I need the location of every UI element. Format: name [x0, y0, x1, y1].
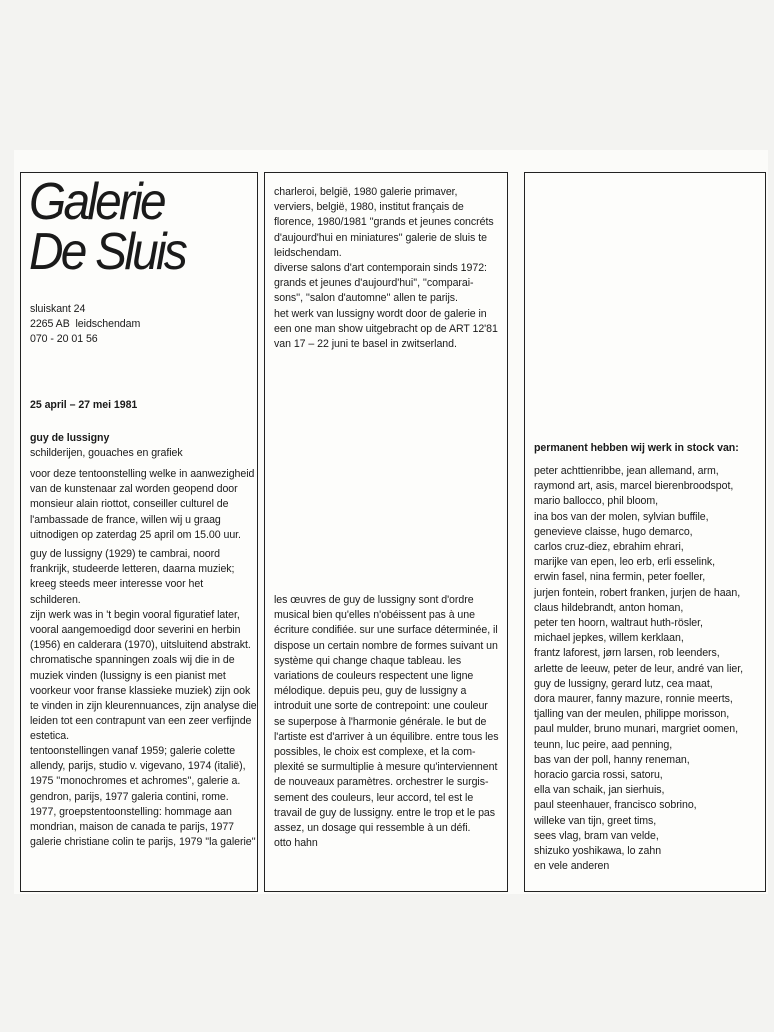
- panel-right: [524, 172, 766, 892]
- panel-middle: [264, 172, 508, 892]
- exhibition-subtitle: schilderijen, gouaches en grafiek: [30, 447, 183, 459]
- stock-heading: permanent hebben wij werk in stock van:: [534, 442, 739, 454]
- gallery-address: sluiskant 24 2265 AB leidschendam 070 - 20 01 56: [30, 303, 141, 346]
- exhibition-history: tentoonstellingen vanaf 1959; galerie colette allendy, parijs, studio v. vigevano, 1974 (italië), 1975 ''monochromes et achromes'', galerie a. gendron, parijs, 1977 galeria contini, rome. 1977, groepstentoonstelling: hommage aan mondrian, maison de canada te parijs, 1977 galerie christiane colin te parijs, 1979 ''la galerie'': [30, 745, 256, 849]
- gallery-logo: [29, 173, 186, 281]
- invitation-text: voor deze tentoonstelling welke in aanwezigheid van de kunstenaar zal worden geopend door monsieur alain riottot, conseiller culturel de l'ambassade de france, willen wij u graag uitnodigen op zaterdag 25 april om 15.00 uur.: [30, 468, 255, 541]
- exhibition-dates: 25 april – 27 mei 1981: [30, 399, 138, 411]
- gallery-name-line2: De Sluis: [29, 223, 186, 281]
- artist-name: guy de lussigny: [30, 432, 110, 444]
- artist-bio: guy de lussigny (1929) te cambrai, noord frankrijk, studeerde letteren, daarna muziek; kreeg steeds meer interesse voor het schilderen. zijn werk was in 't begin vooral figuratief later, vooral aangemoedigd door severini en herbin (1956) en calderara (1970), uitsluitend abstrakt. chromatische spanningen zoals wij die in de muziek vinden (lussigny is een pianist met voorkeur voor franse klassieke muziek) zijn ook te vinden in zijn kleurennuances, zijn analyse die leiden tot een contrapunt van een zeer verfijnde estetica.: [30, 548, 257, 743]
- exhibition-history-continued: charleroi, belgië, 1980 galerie primaver, verviers, belgië, 1980, institut français de florence, 1980/1981 ''grands et jeunes concréts d'aujourd'hui en miniatures'' galerie de sluis te leidschendam. diverse salons d'art contemporain sinds 1972: grands et jeunes d'aujourd'hui'', ''comparai- sons'', ''salon d'automne'' allen te parijs. het werk van lussigny wordt door de galerie in een one man show uitgebracht op de ART 12'81 van 17 – 22 juni te basel in zwitserland.: [274, 186, 498, 351]
- gallery-name-line1: Galerie: [29, 173, 164, 231]
- essay-author: otto hahn: [274, 837, 318, 849]
- french-essay: les œuvres de guy de lussigny sont d'ordre musical bien qu'elles n'obéissent pas à une écriture condifiée. sur une surface déterminée, il dispose un certain nombre de formes suivant un système qui change chaque tableau. les variations de couleurs respectent une ligne mélodique. depuis peu, guy de lussigny a introduit une sorte de contrepoint: une couleur se superpose à l'harmonie générale. le but de l'artiste est d'arriver à un équilibre. entre tous les possibles, le choix est complexe, et la com- plexité se surmultiplie à mesure qu'interviennent de nouveaux paramètres. orchestrer le surgis- sement des couleurs, leur accord, tel est le travail de guy de lussigny. entre le trop et le pas assez, un dosage qui ressemble à un défi.: [274, 594, 499, 835]
- stock-artist-list: peter achttienribbe, jean allemand, arm, raymond art, asis, marcel bierenbroodspot, mario ballocco, phil bloom, ina bos van der molen, sylvian buffile, genevieve claisse, hugo demarco, carlos cruz-diez, ebrahim ehrari, marijke van epen, leo erb, erli esselink, erwin fasel, nina fermin, peter foeller, jurjen fontein, robert franken, jurjen de haan, claus hildebrandt, anton homan, peter ten hoorn, waltraut huth-rösler, michael jepkes, willem kerklaan, frantz laforest, jørn larsen, rob leenders, arlette de leeuw, peter de leur, andré van lier, guy de lussigny, gerard lutz, cea maat, dora maurer, fanny mazure, ronnie meerts, tjalling van der meulen, philippe morisson, paul mulder, bruno munari, margriet oomen, teunn, luc peire, aad penning, bas van der poll, hanny reneman, horacio garcia rossi, satoru, ella van schaik, jan sierhuis, paul steenhauer, francisco sobrino, willeke van tijn, greet tims, sees vlag, bram van velde, shizuko yoshikawa, lo zahn en vele anderen: [534, 465, 744, 873]
- panel-left: [20, 172, 258, 892]
